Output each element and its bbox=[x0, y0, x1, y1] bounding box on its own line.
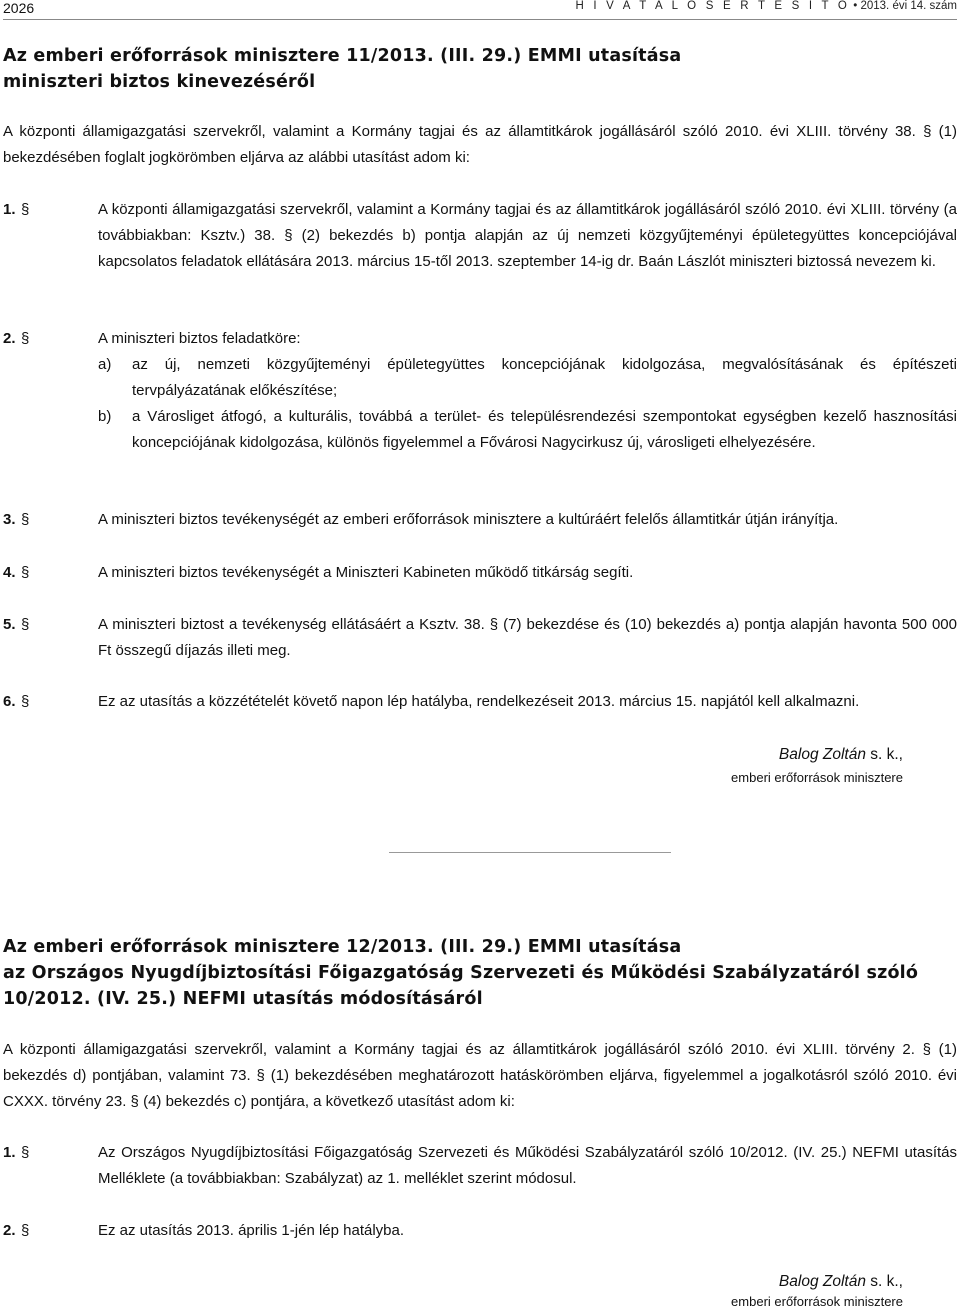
section-text: Az Országos Nyugdíjbiztosítási Főigazgatóság Szervezeti és Működési Szabályzatáról szóló 10/2012. (IV. 25.) NEFMI utasítás Melléklete (a továbbiakban: Szabályzat) az 1. melléklet szerint módosul. bbox=[98, 1144, 957, 1187]
subitem-label: b) bbox=[98, 408, 112, 425]
signature-suffix: s. k., bbox=[865, 746, 903, 763]
signatory-name: Balog Zoltán bbox=[778, 746, 866, 763]
doc2-signature bbox=[731, 1272, 903, 1311]
subitem-a bbox=[98, 352, 957, 404]
section-number: 4. bbox=[3, 564, 16, 581]
section-sign: § bbox=[21, 693, 30, 710]
section-sign: § bbox=[21, 1144, 30, 1161]
section-number: 2. bbox=[3, 1222, 16, 1239]
signature-suffix: s. k., bbox=[865, 1273, 903, 1290]
section-text: Ez az utasítás a közzétételét követő napon lép hatályba, rendelkezéseit 2013. március 15. napjától kell alkalmazni. bbox=[98, 693, 860, 710]
section-sign: § bbox=[21, 511, 30, 528]
doc2-title-line2: az Országos Nyugdíjbiztosítási Főigazgatóság Szervezeti és Működési Szabályzatáról szóló bbox=[3, 963, 919, 983]
doc1-section-2 bbox=[3, 326, 957, 456]
subitem-b bbox=[98, 404, 957, 456]
section-number: 3. bbox=[3, 511, 16, 528]
section-text: A központi államigazgatási szervekről, valamint a Kormány tagjai és az államtitkárok jogállásáról szóló 2010. évi XLIII. törvény (a továbbiakban: Ksztv.) 38. § (2) bekezdés b) pontja alapján az új nemzeti közgyűjteményi épületegyüttes koncepciójával kapcsolatos feladatok ellátására 2013. március 15-től 2013. szeptember 14-ig dr. Baán Lászlót miniszteri biztossá nevezem ki. bbox=[98, 201, 957, 270]
doc1-preamble: A központi államigazgatási szervekről, valamint a Kormány tagjai és az államtitkárok jogállásáról szóló 2010. évi XLIII. törvény 38. § (1) bekezdésében foglalt jogkörömben eljárva az alábbi utasítást adom ki: bbox=[3, 123, 957, 166]
section-number: 5. bbox=[3, 616, 16, 633]
section-number: 1. bbox=[3, 201, 16, 218]
subitem-text: az új, nemzeti közgyűjteményi épületegyüttes koncepciójának kidolgozása, megvalósításának és építészeti tervpályázatának előkészítése; bbox=[132, 356, 957, 399]
doc2-section-1 bbox=[3, 1140, 957, 1192]
section-text: A miniszteri biztos tevékenységét a Miniszteri Kabineten működő titkárság segíti. bbox=[98, 564, 634, 581]
doc2-title-line1: Az emberi erőforrások minisztere 12/2013. (III. 29.) EMMI utasítása bbox=[3, 937, 682, 957]
section-number: 1. bbox=[3, 1144, 16, 1161]
doc1-section-3 bbox=[3, 507, 957, 533]
section-number: 2. bbox=[3, 330, 16, 347]
publication-name: H I V A T A L O S É R T E S Í T Ő bbox=[575, 0, 851, 12]
section-sign: § bbox=[21, 564, 30, 581]
section-sign: § bbox=[21, 1222, 30, 1239]
doc2-title bbox=[3, 934, 957, 1012]
doc1-section-4 bbox=[3, 560, 957, 586]
doc1-signature bbox=[731, 745, 903, 787]
section-text: A miniszteri biztos tevékenységét az emberi erőforrások minisztere a kultúráért felelős államtitkár útján irányítja. bbox=[98, 511, 839, 528]
signatory-name: Balog Zoltán bbox=[778, 1273, 866, 1290]
section-text: A miniszteri biztos feladatköre: bbox=[98, 330, 301, 347]
section-sign: § bbox=[21, 201, 30, 218]
subitem-label: a) bbox=[98, 356, 112, 373]
doc2-title-line3: 10/2012. (IV. 25.) NEFMI utasítás módosításáról bbox=[3, 989, 483, 1009]
issue-number: 2013. évi 14. szám bbox=[860, 0, 957, 12]
section-text: A miniszteri biztost a tevékenység ellátásáért a Ksztv. 38. § (7) bekezdése és (10) bekezdés a) pontja alapján havonta 500 000 Ft összegű díjazás illeti meg. bbox=[98, 616, 957, 659]
signatory-role: emberi erőforrások minisztere bbox=[731, 770, 903, 785]
publication-info bbox=[575, 0, 957, 12]
signatory-role: emberi erőforrások minisztere bbox=[731, 1294, 903, 1309]
doc1-title bbox=[3, 43, 957, 95]
doc1-section-1 bbox=[3, 197, 957, 275]
section-text: Ez az utasítás 2013. április 1-jén lép hatályba. bbox=[98, 1222, 405, 1239]
doc1-section-5 bbox=[3, 612, 957, 664]
bullet: • bbox=[853, 0, 858, 12]
doc1-title-line2: miniszteri biztos kinevezéséről bbox=[3, 72, 316, 92]
page-number: 2026 bbox=[3, 0, 35, 16]
section-number: 6. bbox=[3, 693, 16, 710]
section-sign: § bbox=[21, 330, 30, 347]
doc1-title-line1: Az emberi erőforrások minisztere 11/2013. (III. 29.) EMMI utasítása bbox=[3, 46, 682, 66]
subitem-text: a Városliget átfogó, a kulturális, továbbá a terület- és településrendezési szempontokat egységben kezelő hasznosítási koncepciójának kidolgozása, különös figyelemmel a Fővárosi Nagycirkusz új, városligeti elhelyezésére. bbox=[132, 408, 957, 451]
doc2-preamble: A központi államigazgatási szervekről, valamint a Kormány tagjai és az államtitkárok jogállásáról szóló 2010. évi XLIII. törvény 2. § (1) bekezdés d) pontjában, valamint 73. § (1) bekezdésében meghatározott hatáskörömben eljárva, figyelemmel a jogalkotásról szóló 2010. évi CXXX. törvény 23. § (4) bekezdés c) pontjára, a következő utasítást adom ki: bbox=[3, 1041, 957, 1110]
document-separator bbox=[389, 852, 671, 853]
header-divider bbox=[3, 19, 957, 20]
page-header bbox=[3, 0, 957, 18]
doc2-section-2 bbox=[3, 1218, 957, 1244]
doc1-section-6 bbox=[3, 689, 957, 715]
section-sign: § bbox=[21, 616, 30, 633]
